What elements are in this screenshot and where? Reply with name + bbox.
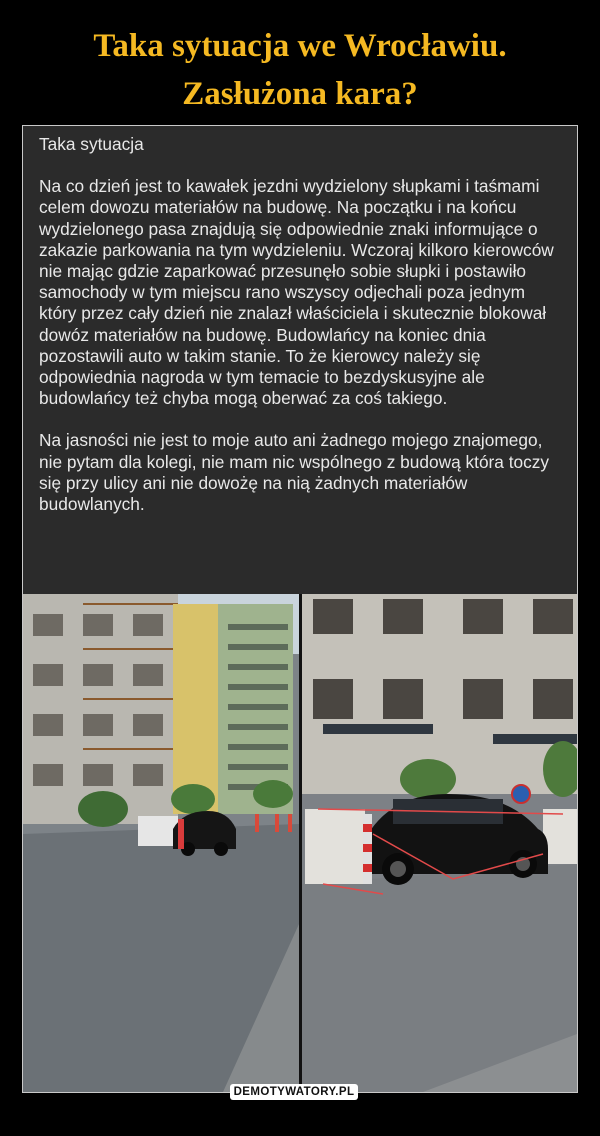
meme-title bbox=[0, 22, 600, 118]
meme-title-line2: Zasłużona kara? bbox=[182, 76, 418, 112]
post-text-block bbox=[23, 126, 577, 594]
photo-collage bbox=[23, 594, 577, 1092]
post-heading: Taka sytuacja bbox=[39, 134, 144, 154]
meme-frame bbox=[22, 125, 578, 1093]
watermark-badge: DEMOTYWATORY.PL bbox=[230, 1084, 358, 1100]
post-paragraph-1: Na co dzień jest to kawałek jezdni wydzielony słupkami i taśmami celem dowozu materiałów na budowę. Na początku i na końcu wydzielonego pasa znajdują się odpowiednie znaki informujące o zakazie parkowania na tym wydzieleniu. Wczoraj kilkoro kierowców nie mając gdzie zaparkować przesunęło sobie słupki i postawiło samochody w tym miejscu rano wszyscy odjechali poza jednym który przez cały dzień nie znalazł właściciela i skutecznie blokował dowóz materiałów na budowę. Budowlańcy na koniec dnia pozostawili auto w takim stanie. To że kierowcy należy się odpowiednia nagroda w tym temacie to bezdyskusyjne ale budowlańcy też chyba mogą oberwać za coś takiego. bbox=[39, 176, 554, 409]
meme-title-line1: Taka sytuacja we Wrocławiu. bbox=[93, 28, 507, 64]
left-photo-street-view bbox=[23, 594, 299, 1092]
post-paragraph-2: Na jasności nie jest to moje auto ani żadnego mojego znajomego, nie pytam dla kolegi, nie mam nic wspólnego z budową która toczy się przy ulicy ani nie dowożę na nią żadnych materiałów budowlanych. bbox=[39, 430, 550, 515]
right-photo-blocked-car bbox=[302, 594, 577, 1092]
